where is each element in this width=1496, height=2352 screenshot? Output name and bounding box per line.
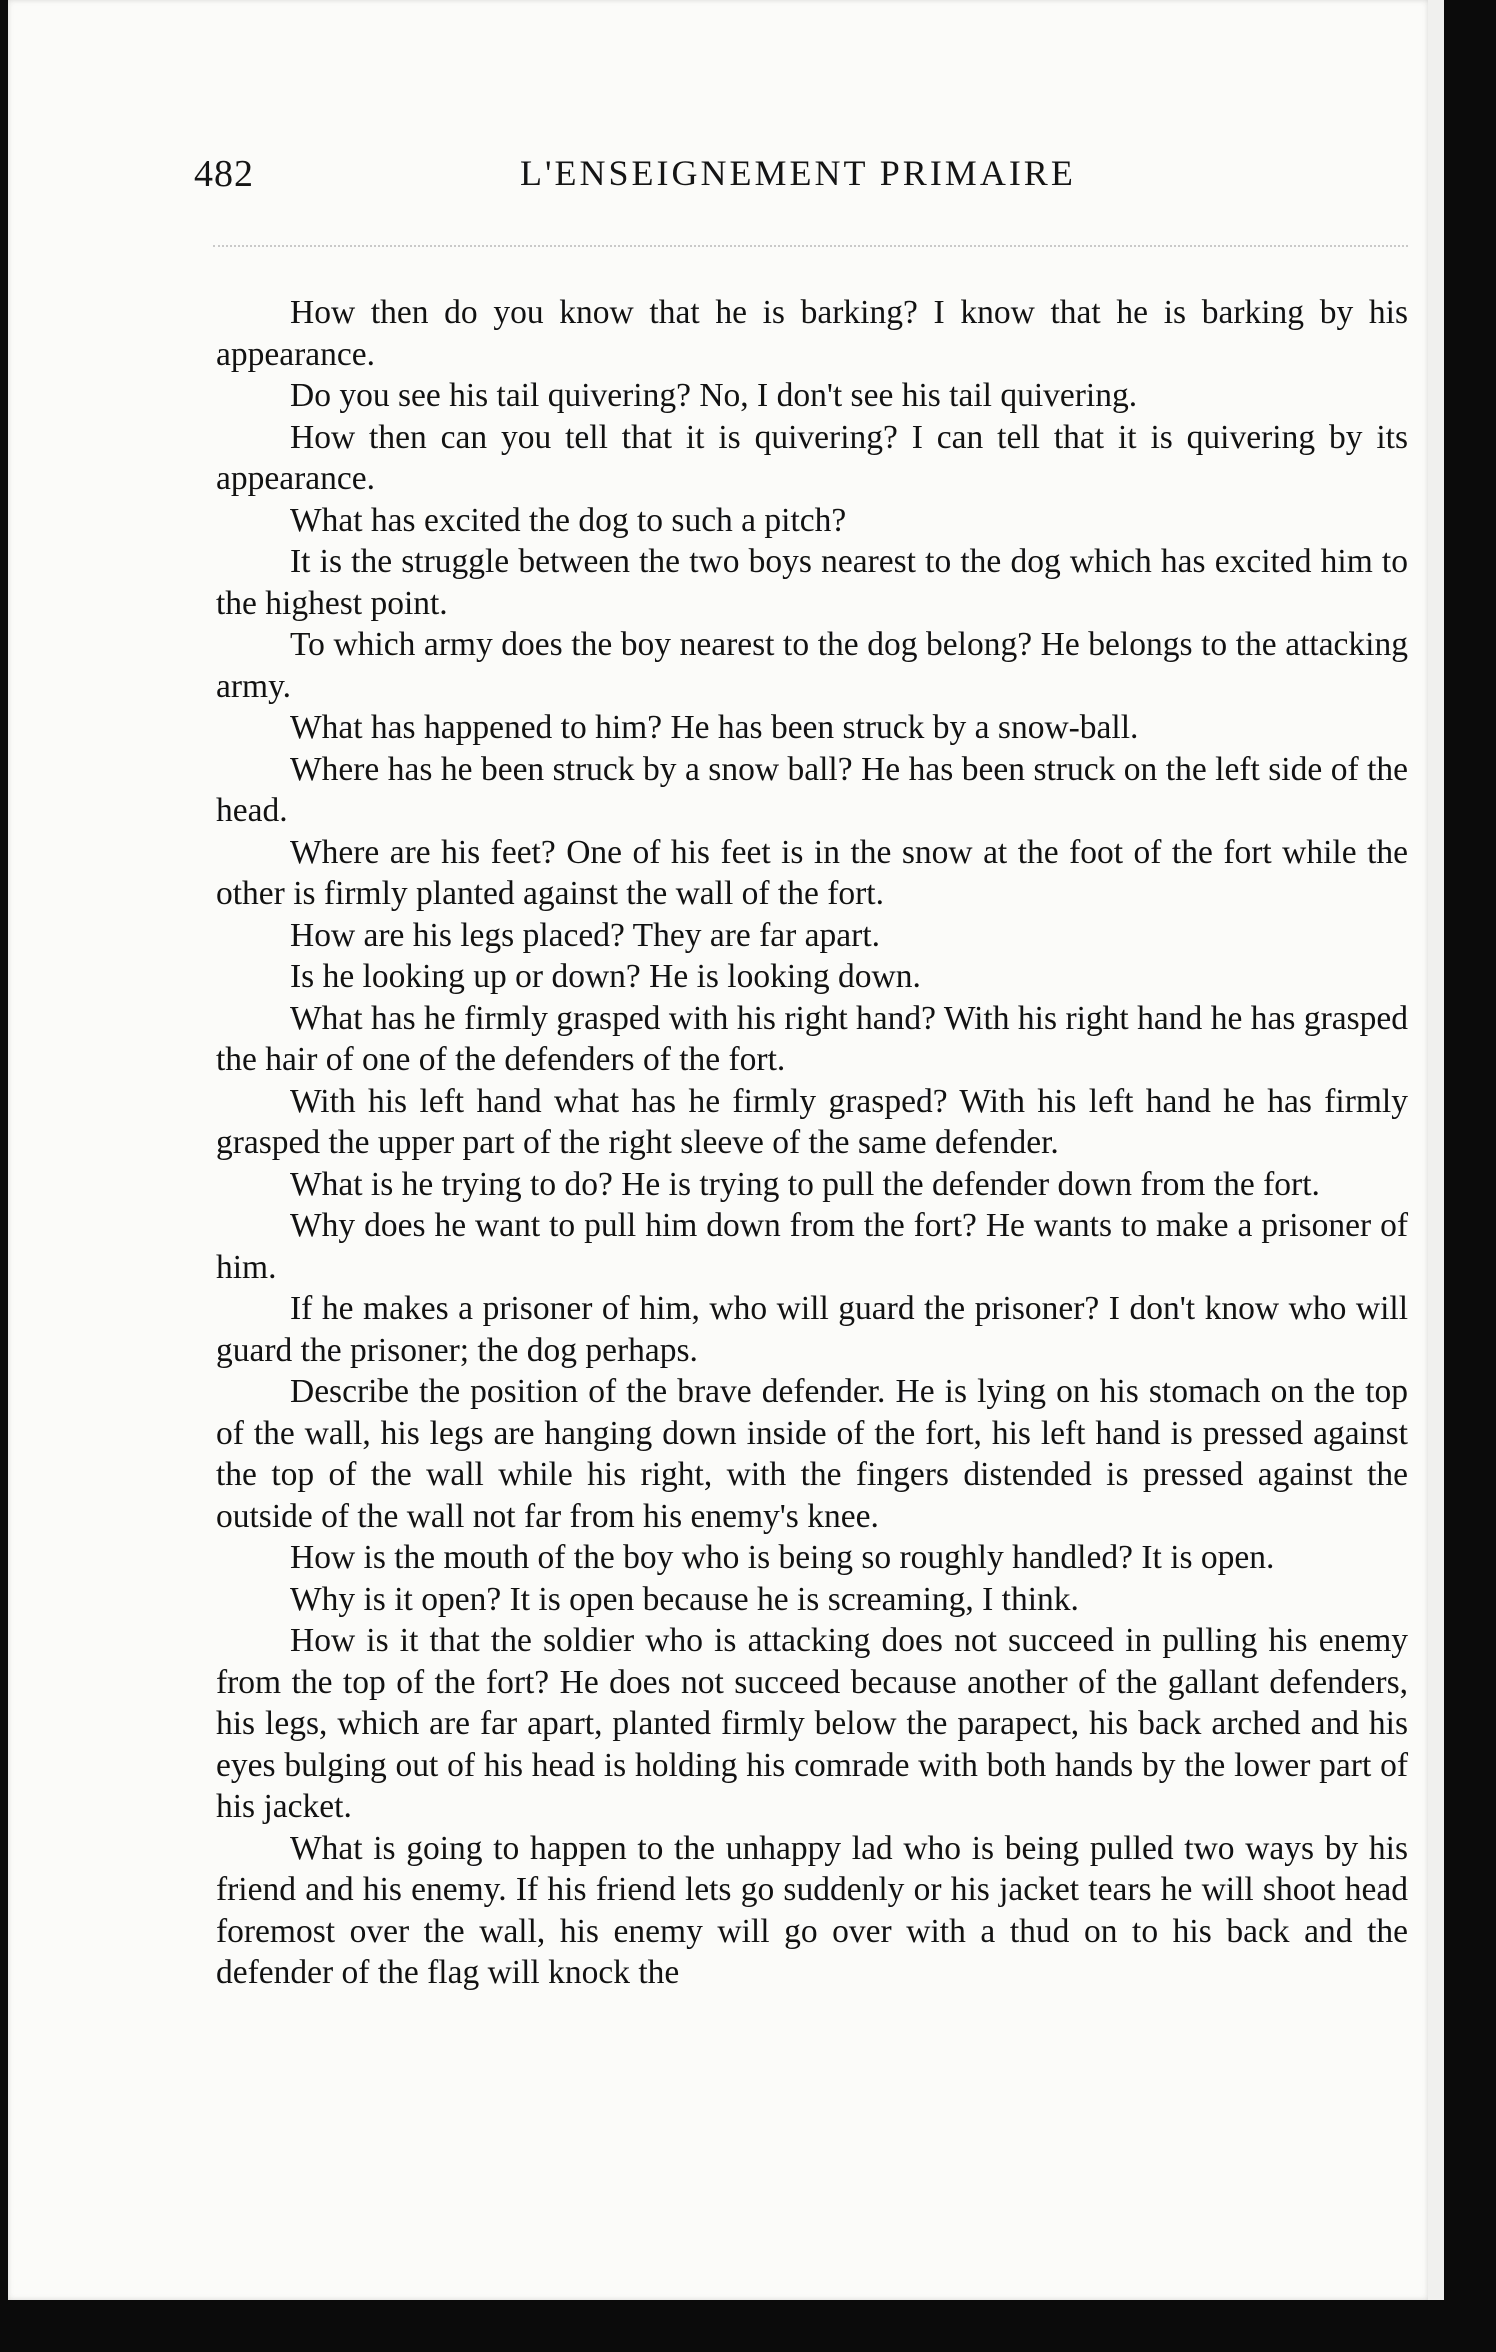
paragraph: With his left hand what has he firmly grasped? With his left hand he has firmly grasped the upper part of the right sleeve of the same defender. — [216, 1082, 1408, 1161]
paragraph: How is the mouth of the boy who is being so roughly handled? It is open. — [290, 1539, 1275, 1576]
paragraph: How then can you tell that it is quivering? I can tell that it is quivering by its appearance. — [216, 418, 1408, 497]
paragraph: What is he trying to do? He is trying to pull the defender down from the fort. — [290, 1165, 1320, 1203]
paragraph: Where has he been struck by a snow ball? He has been struck on the left side of the head. — [216, 750, 1408, 829]
paragraph: Describe the position of the brave defender. He is lying on his stomach on the top of the wall, his legs are hanging down inside of the fort, his left hand is pressed against the top of the wall while his right, with the fingers distended is pressed against the outside of the wall not far from his enemy's knee. — [216, 1373, 1408, 1535]
paragraph: What has he firmly grasped with his right hand? With his right hand he has grasped the hair of one of the defenders of the fort. — [216, 999, 1408, 1078]
paragraph: What is going to happen to the unhappy lad who is being pulled two ways by his friend and his enemy. If his friend lets go suddenly or his jacket tears he will shoot head foremost over the wall, his enemy will go over with a thud on to his back and the defender of the flag will knock the — [216, 1829, 1408, 1991]
book-page — [8, 0, 1428, 2300]
paragraph: What has excited the dog to such a pitch? — [290, 501, 847, 539]
paragraph: What has happened to him? He has been struck by a snow-ball. — [290, 709, 1139, 746]
paragraph: Why is it open? It is open because he is screaming, I think. — [290, 1580, 1079, 1618]
paragraph: How then do you know that he is barking? I know that he is barking by his appearance. — [216, 294, 1408, 373]
paragraph: Is he looking up or down? He is looking down. — [290, 958, 921, 995]
paragraph: It is the struggle between the two boys nearest to the dog which has excited him to the highest point. — [216, 543, 1408, 622]
page-header — [8, 152, 1428, 202]
paragraph: Where are his feet? One of his feet is in the snow at the foot of the fort while the other is firmly planted against the wall of the fort. — [216, 833, 1408, 912]
paragraph: Why does he want to pull him down from the fort? He wants to make a prisoner of him. — [216, 1207, 1408, 1286]
paragraph: Do you see his tail quivering? No, I don't see his tail quivering. — [290, 377, 1138, 414]
page-number: 482 — [194, 153, 254, 195]
paragraph: How is it that the soldier who is attacking does not succeed in pulling his enemy from the top of the fort? He does not succeed because another of the gallant defenders, his legs, which are far apart, planted firmly below the parapect, his back arched and his eyes bulging out of his head is holding his comrade with both hands by the lower part of his jacket. — [216, 1622, 1408, 1825]
paragraph: If he makes a prisoner of him, who will guard the prisoner? I don't know who will guard the prisoner; the dog perhaps. — [216, 1290, 1408, 1369]
page-edge — [1428, 0, 1444, 2300]
running-head: L'ENSEIGNEMENT PRIMAIRE — [520, 153, 1076, 193]
paragraph: To which army does the boy nearest to the dog belong? He belongs to the attacking army. — [216, 626, 1408, 705]
body-text — [216, 292, 1408, 1994]
header-rule — [213, 245, 1408, 247]
paragraph: How are his legs placed? They are far apart. — [290, 916, 880, 954]
